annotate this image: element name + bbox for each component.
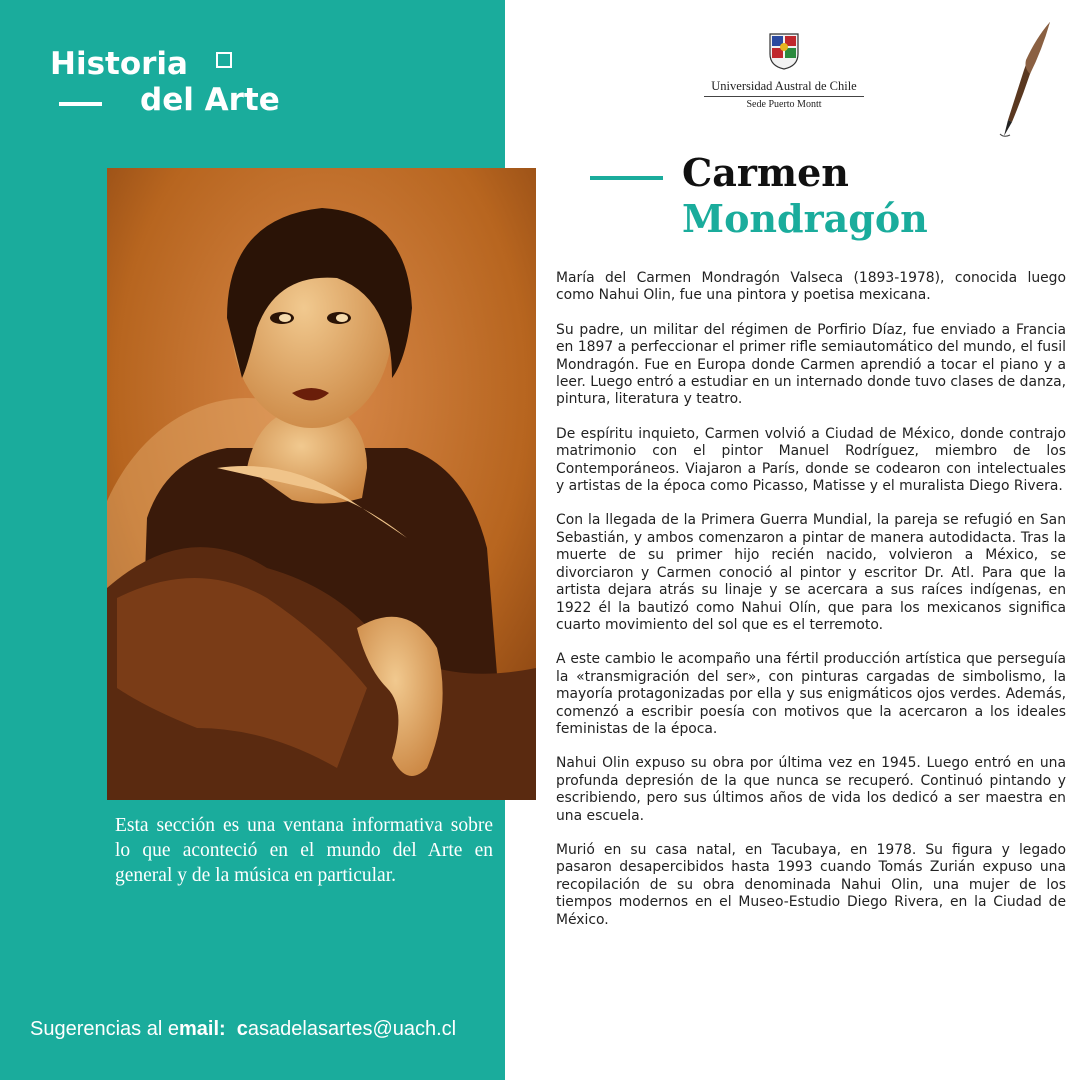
email-first-letter[interactable]: c — [236, 1018, 248, 1040]
email-prefix: Sugerencias al e — [30, 1018, 179, 1040]
series-title-line2: del Arte — [140, 82, 280, 118]
suggestions-email — [30, 1018, 456, 1041]
square-outline-icon — [216, 52, 232, 68]
paragraph: Con la llegada de la Primera Guerra Mundial, la pareja se refugió en San Sebastián, y ambos comenzaron a pintar de manera autodidacta. Tras la muerte de su primer hijo recién nacido, volvieron a México, se divorciaron y Carmen conoció al pintor y escritor Dr. Atl. Para que la artista dejara atrás su linaje y se acercara a sus raíces indígenas, en 1922 él la bautizó como Nahui Olín, que para los mexicanos significa cuarto movimiento del sol que es el terremoto. — [556, 512, 1066, 633]
quill-pen-icon — [994, 20, 1054, 140]
section-intro: Esta sección es una ventana informativa sobre lo que aconteció en el mundo del Arte en general y de la música en particular. — [115, 815, 493, 886]
series-title — [50, 46, 280, 118]
university-name: Universidad Austral de Chile — [704, 79, 864, 97]
email-label: mail: — [178, 1018, 226, 1040]
heading-last-name: Mondragón — [682, 196, 928, 241]
article-body — [556, 270, 1066, 946]
paragraph: Nahui Olin expuso su obra por última vez en 1945. Luego entró en una profunda depresión de la que nunca se recuperó. Continuó pintando y escribiendo, pero sus últimos años de vida los dedicó a ser maestra en una escuela. — [556, 755, 1066, 824]
email-address[interactable]: asadelasartes@uach.cl — [247, 1018, 457, 1040]
title-dash — [59, 102, 102, 106]
series-title-line1: Historia — [50, 46, 188, 82]
paragraph: A este cambio le acompaño una fértil producción artística que perseguía la «transmigración del ser», con pinturas cargadas de simbolismo, la mayoría protagonizadas por ella y sus enigmáticos ojos verdes. Además, comenzó a escribir poesía con motivos que la acercaron a los ideales feministas de la época. — [556, 651, 1066, 737]
paragraph: De espíritu inquieto, Carmen volvió a Ciudad de México, donde contrajo matrimonio con el pintor Manuel Rodríguez, miembro de los Contemporáneos. Viajaron a París, donde se codearon con intelectuales y artistas de la época como Picasso, Matisse y el muralista Diego Rivera. — [556, 425, 1066, 495]
paragraph: María del Carmen Mondragón Valseca (1893-1978), conocida luego como Nahui Olin, fue una pintora y poetisa mexicana. — [556, 270, 1066, 304]
university-crest-icon — [768, 32, 800, 70]
article-heading — [682, 150, 928, 242]
heading-dash — [590, 176, 663, 180]
university-logo — [704, 32, 864, 110]
portrait-photo — [107, 168, 536, 800]
portrait-illustration — [107, 168, 536, 800]
paragraph: Su padre, un militar del régimen de Porfirio Díaz, fue enviado a Francia en 1897 a perfeccionar el primer rifle semiautomático del mundo, el fusil Mondragón. Fue en Europa donde Carmen aprendió a tocar el piano y a leer. Luego entró a estudiar en un internado donde tuvo clases de danza, pintura, literatura y teatro. — [556, 321, 1066, 408]
left-panel — [0, 0, 505, 1080]
university-sede: Sede Puerto Montt — [746, 99, 822, 110]
paragraph: Murió en su casa natal, en Tacubaya, en 1978. Su figura y legado pasaron desapercibidos hasta 1993 cuando Tomás Zurián expuso una recopilación de su obra denominada Nahui Olin, una mujer de los tiempos modernos en el Museo-Estudio Diego Rivera, en la Ciudad de México. — [556, 841, 1066, 928]
heading-first-name: Carmen — [682, 150, 849, 195]
